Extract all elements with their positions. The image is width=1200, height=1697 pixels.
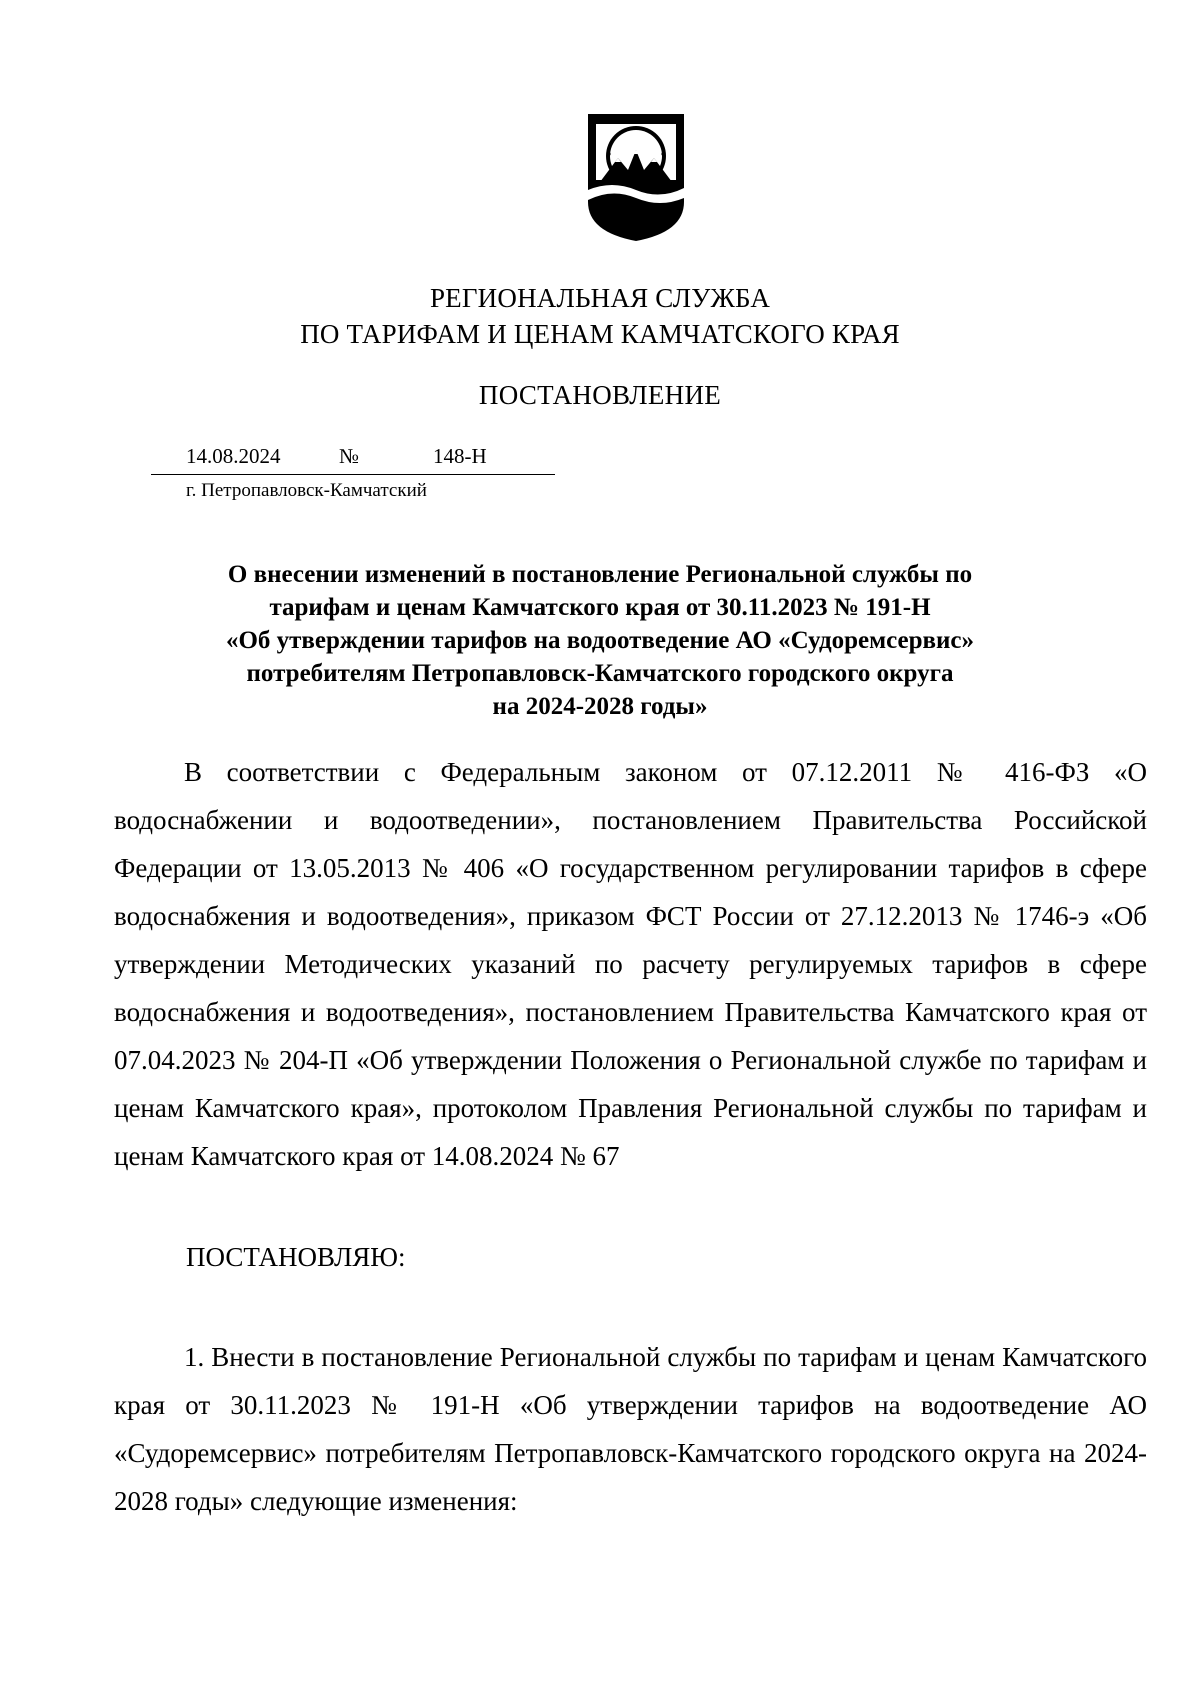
preamble-paragraph: В соответствии с Федеральным законом от 07.12.2011 № 416-ФЗ «О водоснабжении и водоотведении», постановлением Правительства Российской Федерации от 13.05.2013 № 406 «О государственном регулировании тарифов в сфере водоснабжения и водоотведения», приказом ФСТ России от 27.12.2013 № 1746-э «Об утверждении Методических указаний по расчету регулируемых тарифов в сфере водоснабжения и водоотведения», постановлением Правительства Камчатского края от 07.04.2023 № 204-П «Об утверждении Положения о Региональной службе по тарифам и ценам Камчатского края», протоколом Правления Региональной службы по тарифам и ценам Камчатского края от 14.08.2024 № 67 [114,757,1147,1171]
issuing-authority [0,280,1200,352]
date-number-line [151,444,555,475]
title-line-5: на 2024-2028 годы» [492,693,708,720]
item-1-paragraph: 1. Внести в постановление Региональной службы по тарифам и ценам Камчатского края от 30.11.2023 № 191-Н «Об утверждении тарифов на водоотведение АО «Судоремсервис» потребителям Петропавловск-Камчатского городского округа на 2024-2028 годы» следующие изменения: [114,1342,1147,1516]
document-number: 148-Н [433,444,487,468]
title-line-3: «Об утверждении тарифов на водоотведение АО «Судоремсервис» [225,627,975,654]
decree-heading: ПОСТАНОВЛЯЮ: [186,1242,406,1272]
authority-line-1: РЕГИОНАЛЬНАЯ СЛУЖБА [429,283,771,313]
document-title [120,558,1080,723]
title-line-2: тарифам и ценам Камчатского края от 30.11.2023 № 191-Н [269,594,931,621]
number-sign: № [339,444,360,468]
document-date: 14.08.2024 [186,444,281,468]
city-of-issue: г. Петропавловск-Камчатский [186,480,427,501]
document-type: ПОСТАНОВЛЕНИЕ [478,380,722,410]
authority-line-2: ПО ТАРИФАМ И ЦЕНАМ КАМЧАТСКОГО КРАЯ [300,319,900,349]
title-line-1: О внесении изменений в постановление Региональной службы по [227,561,973,588]
title-line-4: потребителям Петропавловск-Камчатского городского округа [246,660,954,687]
kamchatka-coat-of-arms-icon [582,110,690,243]
